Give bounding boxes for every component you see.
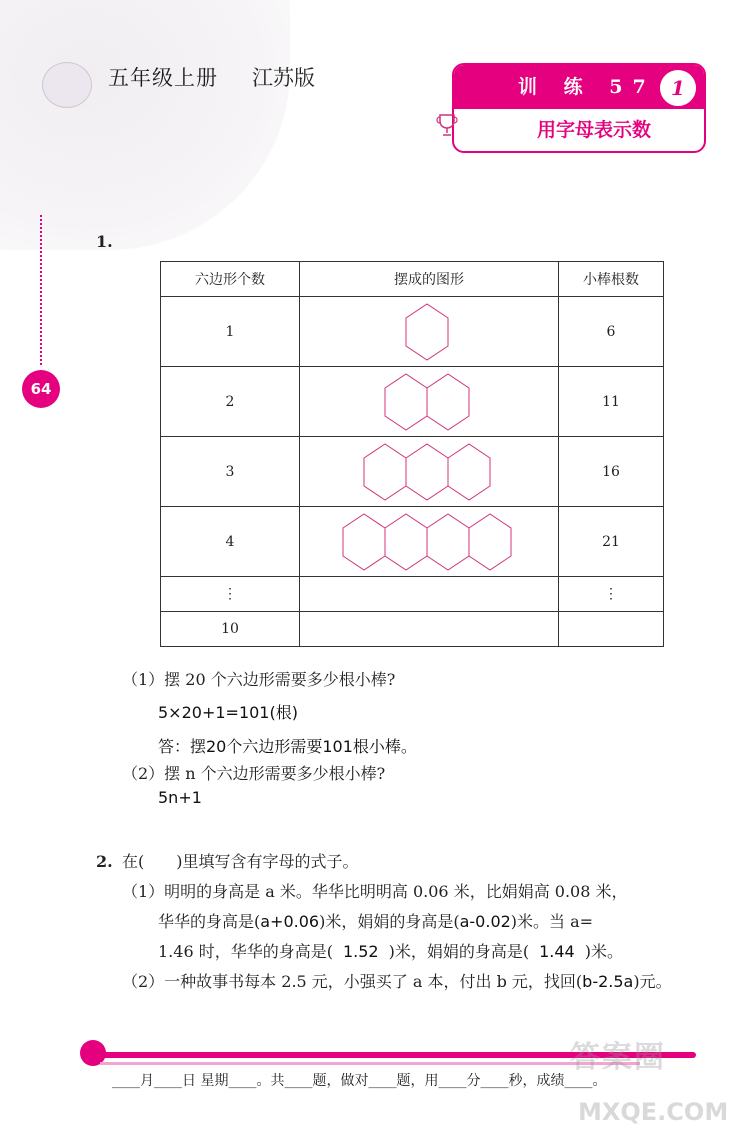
hexagon-figure-cell xyxy=(300,507,559,577)
grade-title: 五年级上册 xyxy=(108,66,218,90)
text-segment: 华华的身高是( xyxy=(158,912,261,931)
margin-dotted-line xyxy=(40,215,42,365)
corner-decoration xyxy=(0,0,290,250)
answer-huahua-value: 1.52 xyxy=(342,942,379,961)
text-segment: )米。 xyxy=(584,942,623,961)
answer-change: b-2.5a xyxy=(582,972,634,991)
table-row xyxy=(161,612,664,647)
table-row xyxy=(161,437,664,507)
hex-count-cell: 4 xyxy=(161,507,300,577)
hex-count-cell: 2 xyxy=(161,367,300,437)
table-header-count: 六边形个数 xyxy=(161,262,300,297)
stick-count-cell: 11 xyxy=(559,367,664,437)
q2-p1-line2 xyxy=(158,912,593,932)
edition-title: 江苏版 xyxy=(252,66,315,90)
hexagon-figure-cell xyxy=(300,297,559,367)
hexagon-figure-cell xyxy=(300,367,559,437)
hexagon-figure-4 xyxy=(341,512,517,572)
hexagon-figure-3 xyxy=(362,442,496,502)
hex-count-cell: ⋮ xyxy=(161,577,300,612)
stick-count-cell xyxy=(559,612,664,647)
lesson-badge xyxy=(452,63,706,153)
stick-count-cell: 21 xyxy=(559,507,664,577)
trophy-icon xyxy=(434,112,460,138)
text-segment: 1.46 时，华华的身高是( xyxy=(158,942,333,961)
text-segment: )米。当 a= xyxy=(510,912,594,931)
answer-juanjuan-height: a-0.02 xyxy=(459,912,511,931)
hexagon-figure-2 xyxy=(383,372,475,432)
table-row xyxy=(161,507,664,577)
q1-sub2-question: （2）摆 n 个六边形需要多少根小棒? xyxy=(122,764,386,783)
hex-count-cell: 10 xyxy=(161,612,300,647)
text-segment: )米，娟娟的身高是( xyxy=(319,912,460,931)
hexagon-figure-cell xyxy=(300,577,559,612)
q1-sub2-answer: 5n+1 xyxy=(158,788,202,807)
hex-count-cell: 3 xyxy=(161,437,300,507)
topic-title: 用字母表示数 xyxy=(536,119,651,141)
training-label: 训 练 57 xyxy=(454,65,704,109)
text-segment: （2）一种故事书每本 2.5 元，小强买了 a 本，付出 b 元，找回( xyxy=(122,972,583,991)
question-1-number: 1. xyxy=(96,232,113,251)
hexagon-figure-cell xyxy=(300,612,559,647)
stick-count-cell: 16 xyxy=(559,437,664,507)
lesson-circle-mark: 1 xyxy=(658,68,698,108)
q1-sub1-answer: 答：摆20个六边形需要101根小棒。 xyxy=(158,737,417,756)
page-number: 64 xyxy=(22,370,60,408)
table-row xyxy=(161,367,664,437)
text-segment: )米，娟娟的身高是( xyxy=(388,942,530,961)
table-header-sticks: 小棒根数 xyxy=(559,262,664,297)
watermark-logo: 答案圈 xyxy=(570,1040,666,1075)
q2-p1-line1: （1）明明的身高是 a 米。华华比明明高 0.06 米，比娟娟高 0.08 米， xyxy=(122,882,628,901)
hexagon-table xyxy=(160,261,664,647)
hexagon-figure-1 xyxy=(404,302,454,362)
answer-huahua-height: a+0.06 xyxy=(260,912,320,931)
table-row xyxy=(161,297,664,367)
q2-intro: 在( )里填写含有字母的式子。 xyxy=(122,852,359,871)
footer-bar-secondary xyxy=(100,1062,640,1065)
q1-sub1-work: 5×20+1=101(根) xyxy=(158,703,298,722)
q2-p2-line xyxy=(122,972,672,992)
text-segment: )元。 xyxy=(633,972,672,991)
question-2-number: 2. xyxy=(96,852,113,871)
table-row xyxy=(161,577,664,612)
hexagon-figure-cell xyxy=(300,437,559,507)
stick-count-cell: 6 xyxy=(559,297,664,367)
stick-count-cell: ⋮ xyxy=(559,577,664,612)
table-header-figure: 摆成的图形 xyxy=(300,262,559,297)
hex-count-cell: 1 xyxy=(161,297,300,367)
mascot-icon xyxy=(42,62,92,108)
answer-juanjuan-value: 1.44 xyxy=(539,942,575,961)
q1-sub1-question: （1）摆 20 个六边形需要多少根小棒? xyxy=(122,670,396,689)
watermark-url: MXQE.COM xyxy=(578,1098,729,1126)
footer-record-line: ____月____日 星期____。共____题，做对____题，用____分____秒，成绩____。 xyxy=(112,1073,607,1089)
q2-p1-line3 xyxy=(158,942,623,962)
